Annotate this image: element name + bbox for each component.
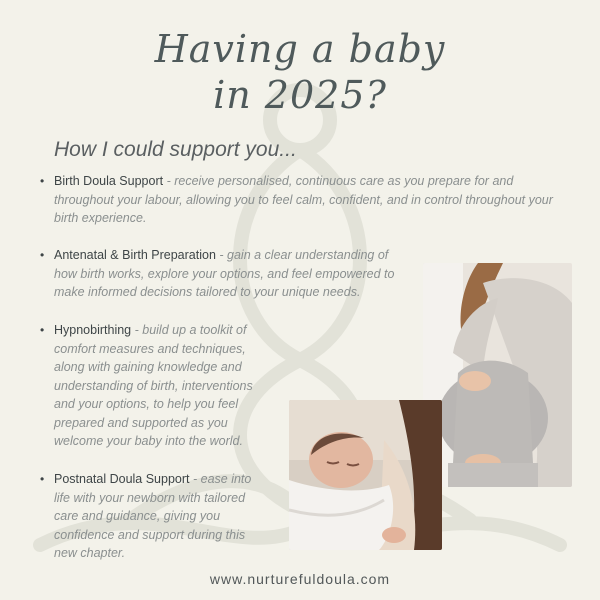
page-title-line-1: Having a baby: [154, 27, 446, 71]
newborn-photo: [289, 400, 442, 550]
bullet: •: [40, 472, 45, 486]
subtitle: How I could support you...: [54, 138, 297, 161]
bullet: •: [40, 323, 45, 337]
service-item-hypnobirthing: [40, 321, 269, 451]
service-name: Postnatal Doula Support: [54, 472, 190, 486]
service-description: - build up a toolkit of comfort measures and techniques, along with gaining knowledge and understanding of birth, interventions and your options, to help you feel prepared and supported as you welcome your baby into the world.: [54, 323, 253, 448]
service-name: Birth Doula Support: [54, 174, 164, 188]
service-description: - gain a clear understanding of how birth works, explore your options, and feel empowered to make informed decisions tailored to your unique needs.: [54, 248, 395, 299]
service-name: Hypnobirthing: [54, 323, 132, 337]
pregnancy-photo: [423, 263, 572, 487]
service-item-antenatal: [40, 246, 404, 302]
website-url[interactable]: www.nurturefuldoula.com: [209, 571, 391, 587]
page-title-line-2: in 2025?: [213, 73, 387, 117]
service-name: Antenatal & Birth Preparation: [54, 248, 216, 262]
service-description: - ease into life with your newborn with tailored care and guidance, giving you confidence and support during this new chapter.: [54, 472, 252, 560]
service-description: - receive personalised, continuous care as you prepare for and throughout your labour, allowing you to feel calm, confident, and in control throughout your birth experience.: [54, 174, 553, 225]
service-item-birth-doula: [40, 172, 554, 228]
service-item-postnatal: [40, 470, 264, 563]
bullet: •: [40, 248, 45, 262]
bullet: •: [40, 174, 45, 188]
